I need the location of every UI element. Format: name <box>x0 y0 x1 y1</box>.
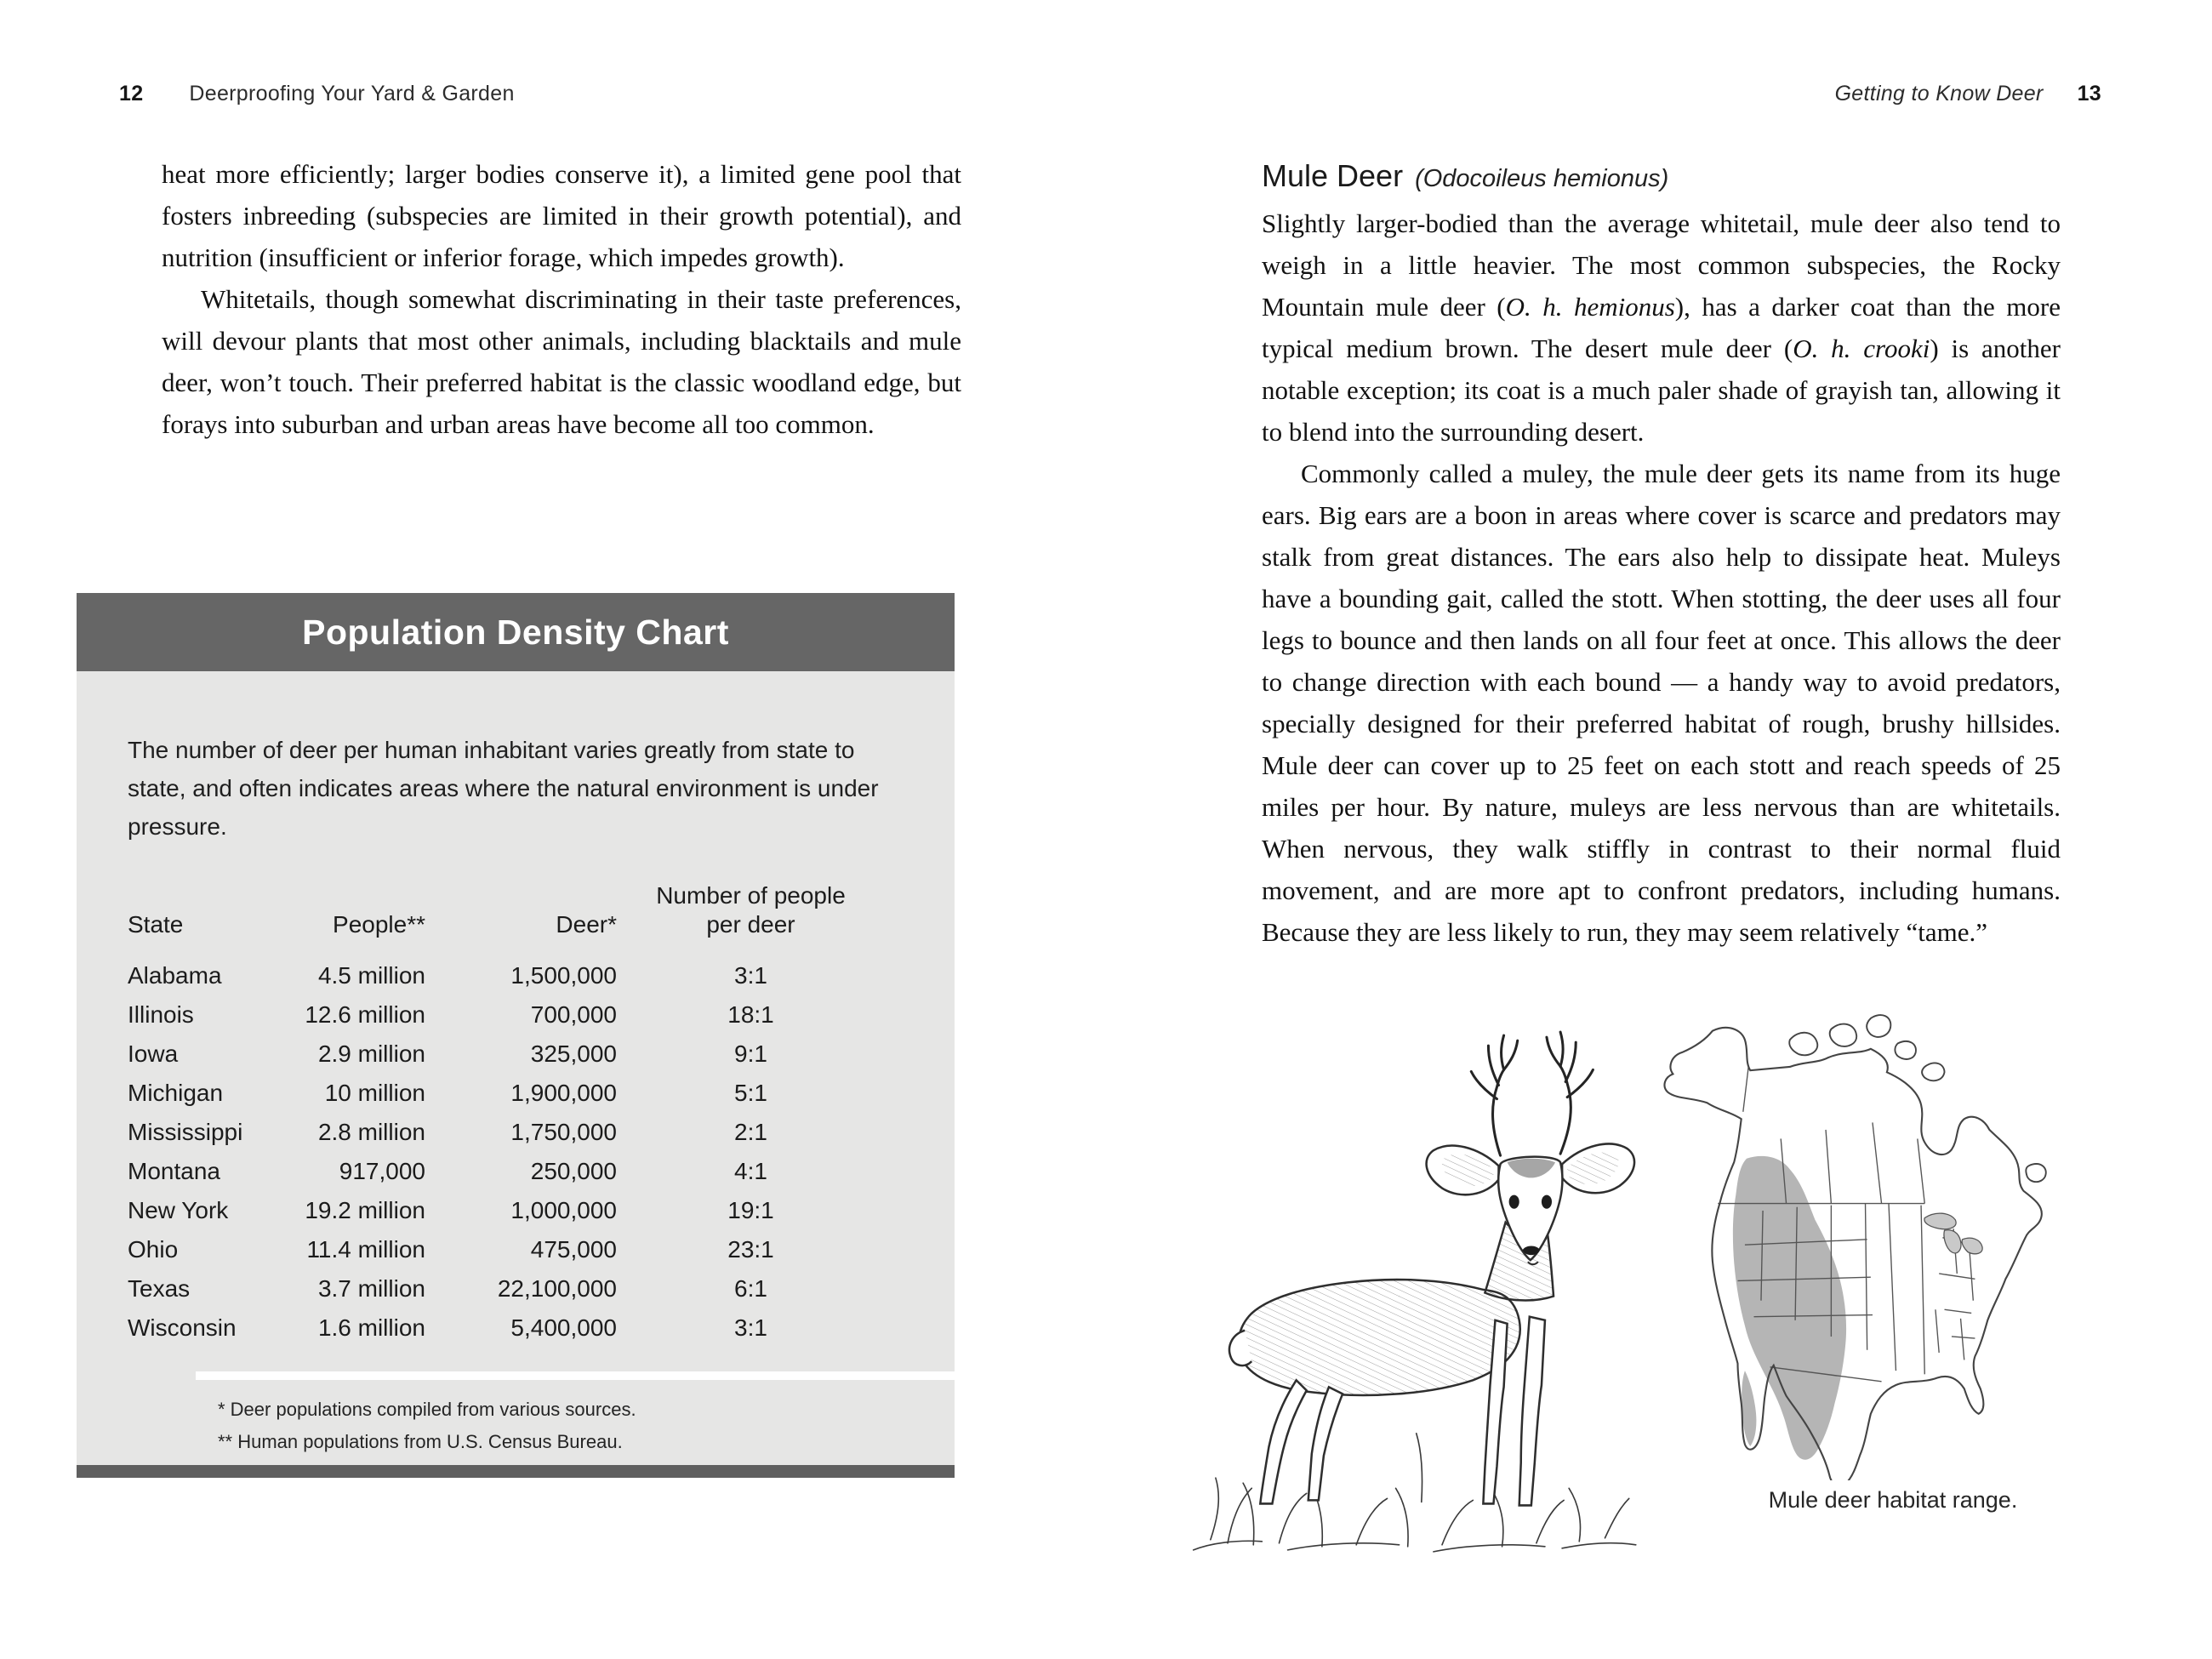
footnote-census-bureau: ** Human populations from U.S. Census Bureau. <box>218 1431 623 1452</box>
right-body-text <box>1262 202 2061 953</box>
ratio-cell: 3:1 <box>734 962 767 989</box>
state-cell: New York <box>128 1197 229 1223</box>
people-cell: 12.6 million <box>305 1001 425 1028</box>
people-cell: 4.5 million <box>317 962 425 989</box>
chart-title-bar <box>77 593 955 671</box>
table-row <box>128 1152 885 1191</box>
state-cell: Illinois <box>128 1001 194 1028</box>
people-cell: 2.8 million <box>317 1119 425 1145</box>
chart-title: Population Density Chart <box>302 612 729 652</box>
people-cell: 19.2 million <box>305 1197 425 1223</box>
state-cell: Montana <box>128 1158 220 1184</box>
latin-hemionus: O. h. hemionus <box>1505 292 1675 322</box>
ratio-cell: 2:1 <box>734 1119 767 1145</box>
left-paragraph-2: Whitetails, though somewhat discriminating in their taste preferences, will devour plants that most other animals, including blacktails and mule deer, won’t touch. Their preferred habitat is the classic woodland edge, but forays into suburban and urban areas have become all too common. <box>162 284 961 439</box>
table-row <box>128 1230 885 1269</box>
state-cell: Alabama <box>128 962 222 989</box>
column-header-people: People** <box>333 911 425 938</box>
table-row <box>128 1074 885 1113</box>
continent-outline <box>1665 1028 2042 1480</box>
chart-footnotes <box>218 1394 955 1458</box>
density-table <box>128 881 885 1348</box>
table-row <box>128 1308 885 1348</box>
state-cell: Iowa <box>128 1040 179 1067</box>
footnote-deer-sources: * Deer populations compiled from various sources. <box>218 1399 636 1420</box>
ratio-cell: 6:1 <box>734 1275 767 1302</box>
people-cell: 2.9 million <box>317 1040 425 1067</box>
deer-cell: 1,000,000 <box>510 1197 617 1223</box>
state-cell: Texas <box>128 1275 191 1302</box>
table-row <box>128 1269 885 1308</box>
people-cell: 1.6 million <box>317 1314 425 1341</box>
table-row <box>128 1113 885 1152</box>
state-cell: Mississippi <box>128 1119 243 1145</box>
deer-cell: 250,000 <box>530 1158 617 1184</box>
grass-tuft <box>1194 1434 1636 1552</box>
deer-cell: 325,000 <box>530 1040 617 1067</box>
state-cell: Ohio <box>128 1236 179 1263</box>
chart-intro-text: The number of deer per human inhabitant varies greatly from state to state, and often indicates areas where the natural environment is under pressure. <box>128 737 879 840</box>
state-cell: Wisconsin <box>128 1314 237 1341</box>
chart-bottom-rule <box>77 1465 955 1478</box>
column-header-deer: Deer* <box>556 911 617 938</box>
ratio-cell: 5:1 <box>734 1080 767 1106</box>
people-cell: 3.7 million <box>317 1275 425 1302</box>
left-running-title: Deerproofing Your Yard & Garden <box>189 82 515 105</box>
left-page-number: 12 <box>119 82 144 105</box>
left-running-head <box>119 82 515 106</box>
mule-deer-illustration <box>1153 1025 1731 1565</box>
ratio-cell: 18:1 <box>727 1001 774 1028</box>
right-paragraph-2: Commonly called a muley, the mule deer gets its name from its huge ears. Big ears are a boon in areas where cover is scarce and predators may stalk from great distances. The ears also help to dissipate heat. Muleys have a bounding gait, called the stott. When stotting, the deer uses all four legs to bounce and then lands on all four feet at once. This allows the deer to change direction with each bound — a handy way to avoid predators, specially designed for their preferred habitat of rough, brushy hillsides. Mule deer can cover up to 25 feet on each stott and reach speeds of 25 miles per hour. By nature, muleys are less nervous than are whitetails. When nervous, they walk stiffly in contrast to their normal fluid movement, and are more apt to confront predators, including humans. Because they are less likely to run, they may seem relatively “tame.” <box>1262 459 2061 947</box>
ratio-cell: 3:1 <box>734 1314 767 1341</box>
ratio-cell: 23:1 <box>727 1236 774 1263</box>
latin-crooki: O. h. crooki <box>1793 334 1930 363</box>
species-latin-name: (Odocoileus hemionus) <box>1415 165 1669 192</box>
left-paragraph-1: heat more efficiently; larger bodies conserve it), a limited gene pool that fosters inbreeding (subspecies are limited in their growth potential), and nutrition (insufficient or inferior forage, which impedes growth). <box>162 159 961 272</box>
deer-cell: 700,000 <box>530 1001 617 1028</box>
right-running-head <box>1835 82 2101 106</box>
deer-cell: 5,400,000 <box>510 1314 617 1341</box>
ratio-cell: 9:1 <box>734 1040 767 1067</box>
map-caption: Mule deer habitat range. <box>1768 1487 2018 1513</box>
people-cell: 917,000 <box>339 1158 425 1184</box>
ratio-cell: 4:1 <box>734 1158 767 1184</box>
footnote-divider <box>196 1371 955 1380</box>
right-paragraph-1: Slightly larger-bodied than the average whitetail, mule deer also tend to weigh in a little heavier. The most common subspecies, the Rocky Mountain mule deer (O. h. hemionus), has a darker coat than the more typical medium brown. The desert mule deer (O. h. crooki) is another notable exception; its coat is a much paler shade of grayish tan, allowing it to blend into the surrounding desert. <box>1262 208 2061 447</box>
table-row <box>128 956 885 995</box>
deer-cell: 1,900,000 <box>510 1080 617 1106</box>
table-row <box>128 1191 885 1230</box>
deer-cell: 1,500,000 <box>510 962 617 989</box>
left-body-text <box>162 153 961 445</box>
deer-cell: 22,100,000 <box>497 1275 617 1302</box>
ratio-cell: 19:1 <box>727 1197 774 1223</box>
people-cell: 11.4 million <box>306 1236 425 1263</box>
column-header-state: State <box>128 911 184 938</box>
deer-torso <box>1239 1280 1520 1395</box>
deer-cell: 1,750,000 <box>510 1119 617 1145</box>
population-density-chart-panel <box>77 593 955 1478</box>
mule-deer-heading <box>1262 158 1668 194</box>
table-row <box>128 1035 885 1074</box>
deer-antlers <box>1471 1032 1593 1155</box>
habitat-range-map <box>1655 1004 2123 1480</box>
column-header-ratio: Number of people per deer <box>656 882 846 938</box>
deer-eye <box>1509 1195 1519 1209</box>
deer-eye <box>1542 1195 1552 1209</box>
people-cell: 10 million <box>324 1080 425 1106</box>
table-row <box>128 995 885 1035</box>
right-running-title: Getting to Know Deer <box>1834 82 2044 105</box>
state-cell: Michigan <box>128 1080 224 1106</box>
deer-cell: 475,000 <box>530 1236 617 1263</box>
species-common-name: Mule Deer <box>1262 158 1404 193</box>
right-page-number: 13 <box>2077 82 2101 105</box>
table-header-row <box>128 881 885 956</box>
